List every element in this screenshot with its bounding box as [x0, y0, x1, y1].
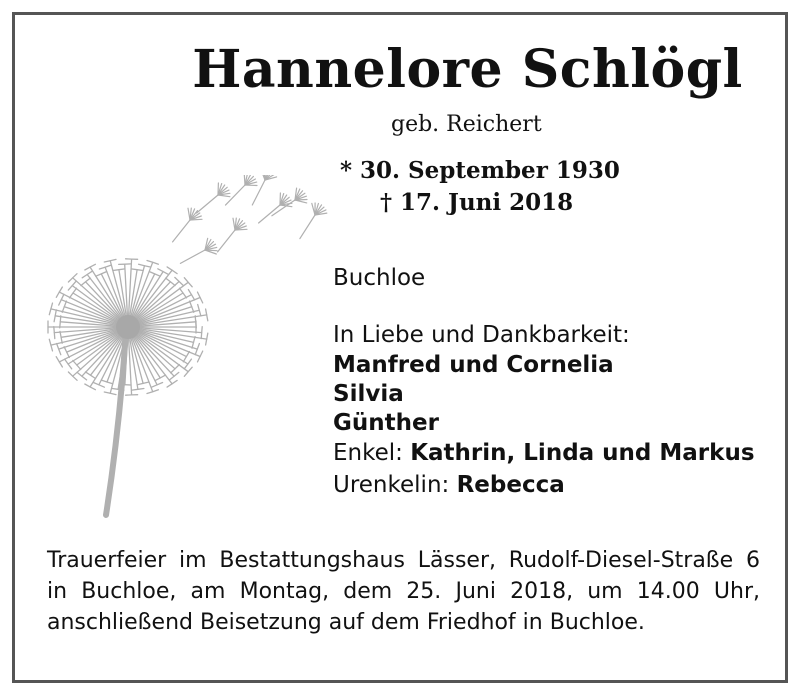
grandchildren-names: Kathrin, Linda und Markus [410, 440, 755, 466]
mourner-3: Günther [333, 410, 439, 436]
birth-date: * 30. September 1930 [340, 157, 620, 184]
birth-name: geb. Reichert [391, 112, 542, 137]
mourner-2: Silvia [333, 381, 404, 407]
dandelion-illustration [40, 175, 340, 525]
place: Buchloe [333, 265, 426, 291]
great-grandchild-line [333, 470, 565, 500]
intro-line: In Liebe und Dankbarkeit: [333, 322, 630, 348]
funeral-line-2: in Buchloe, am Montag, dem 25. Juni 2018, um 14.00 Uhr, [47, 579, 760, 604]
great-grandchild-name: Rebecca [456, 472, 565, 498]
great-grandchild-label: Urenkelin: [333, 472, 450, 498]
grandchildren-line [333, 438, 755, 468]
funeral-details [47, 545, 760, 638]
funeral-line-1: Trauerfeier im Bestattungshaus Lässer, Rudolf-Diesel-Straße 6 [47, 548, 760, 573]
deceased-name: Hannelore Schlögl [192, 39, 743, 100]
grandchildren-label: Enkel: [333, 440, 403, 466]
mourner-1: Manfred und Cornelia [333, 352, 614, 378]
funeral-line-3: anschließend Beisetzung auf dem Friedhof in Buchloe. [47, 610, 645, 635]
death-date: † 17. Juni 2018 [380, 189, 574, 216]
